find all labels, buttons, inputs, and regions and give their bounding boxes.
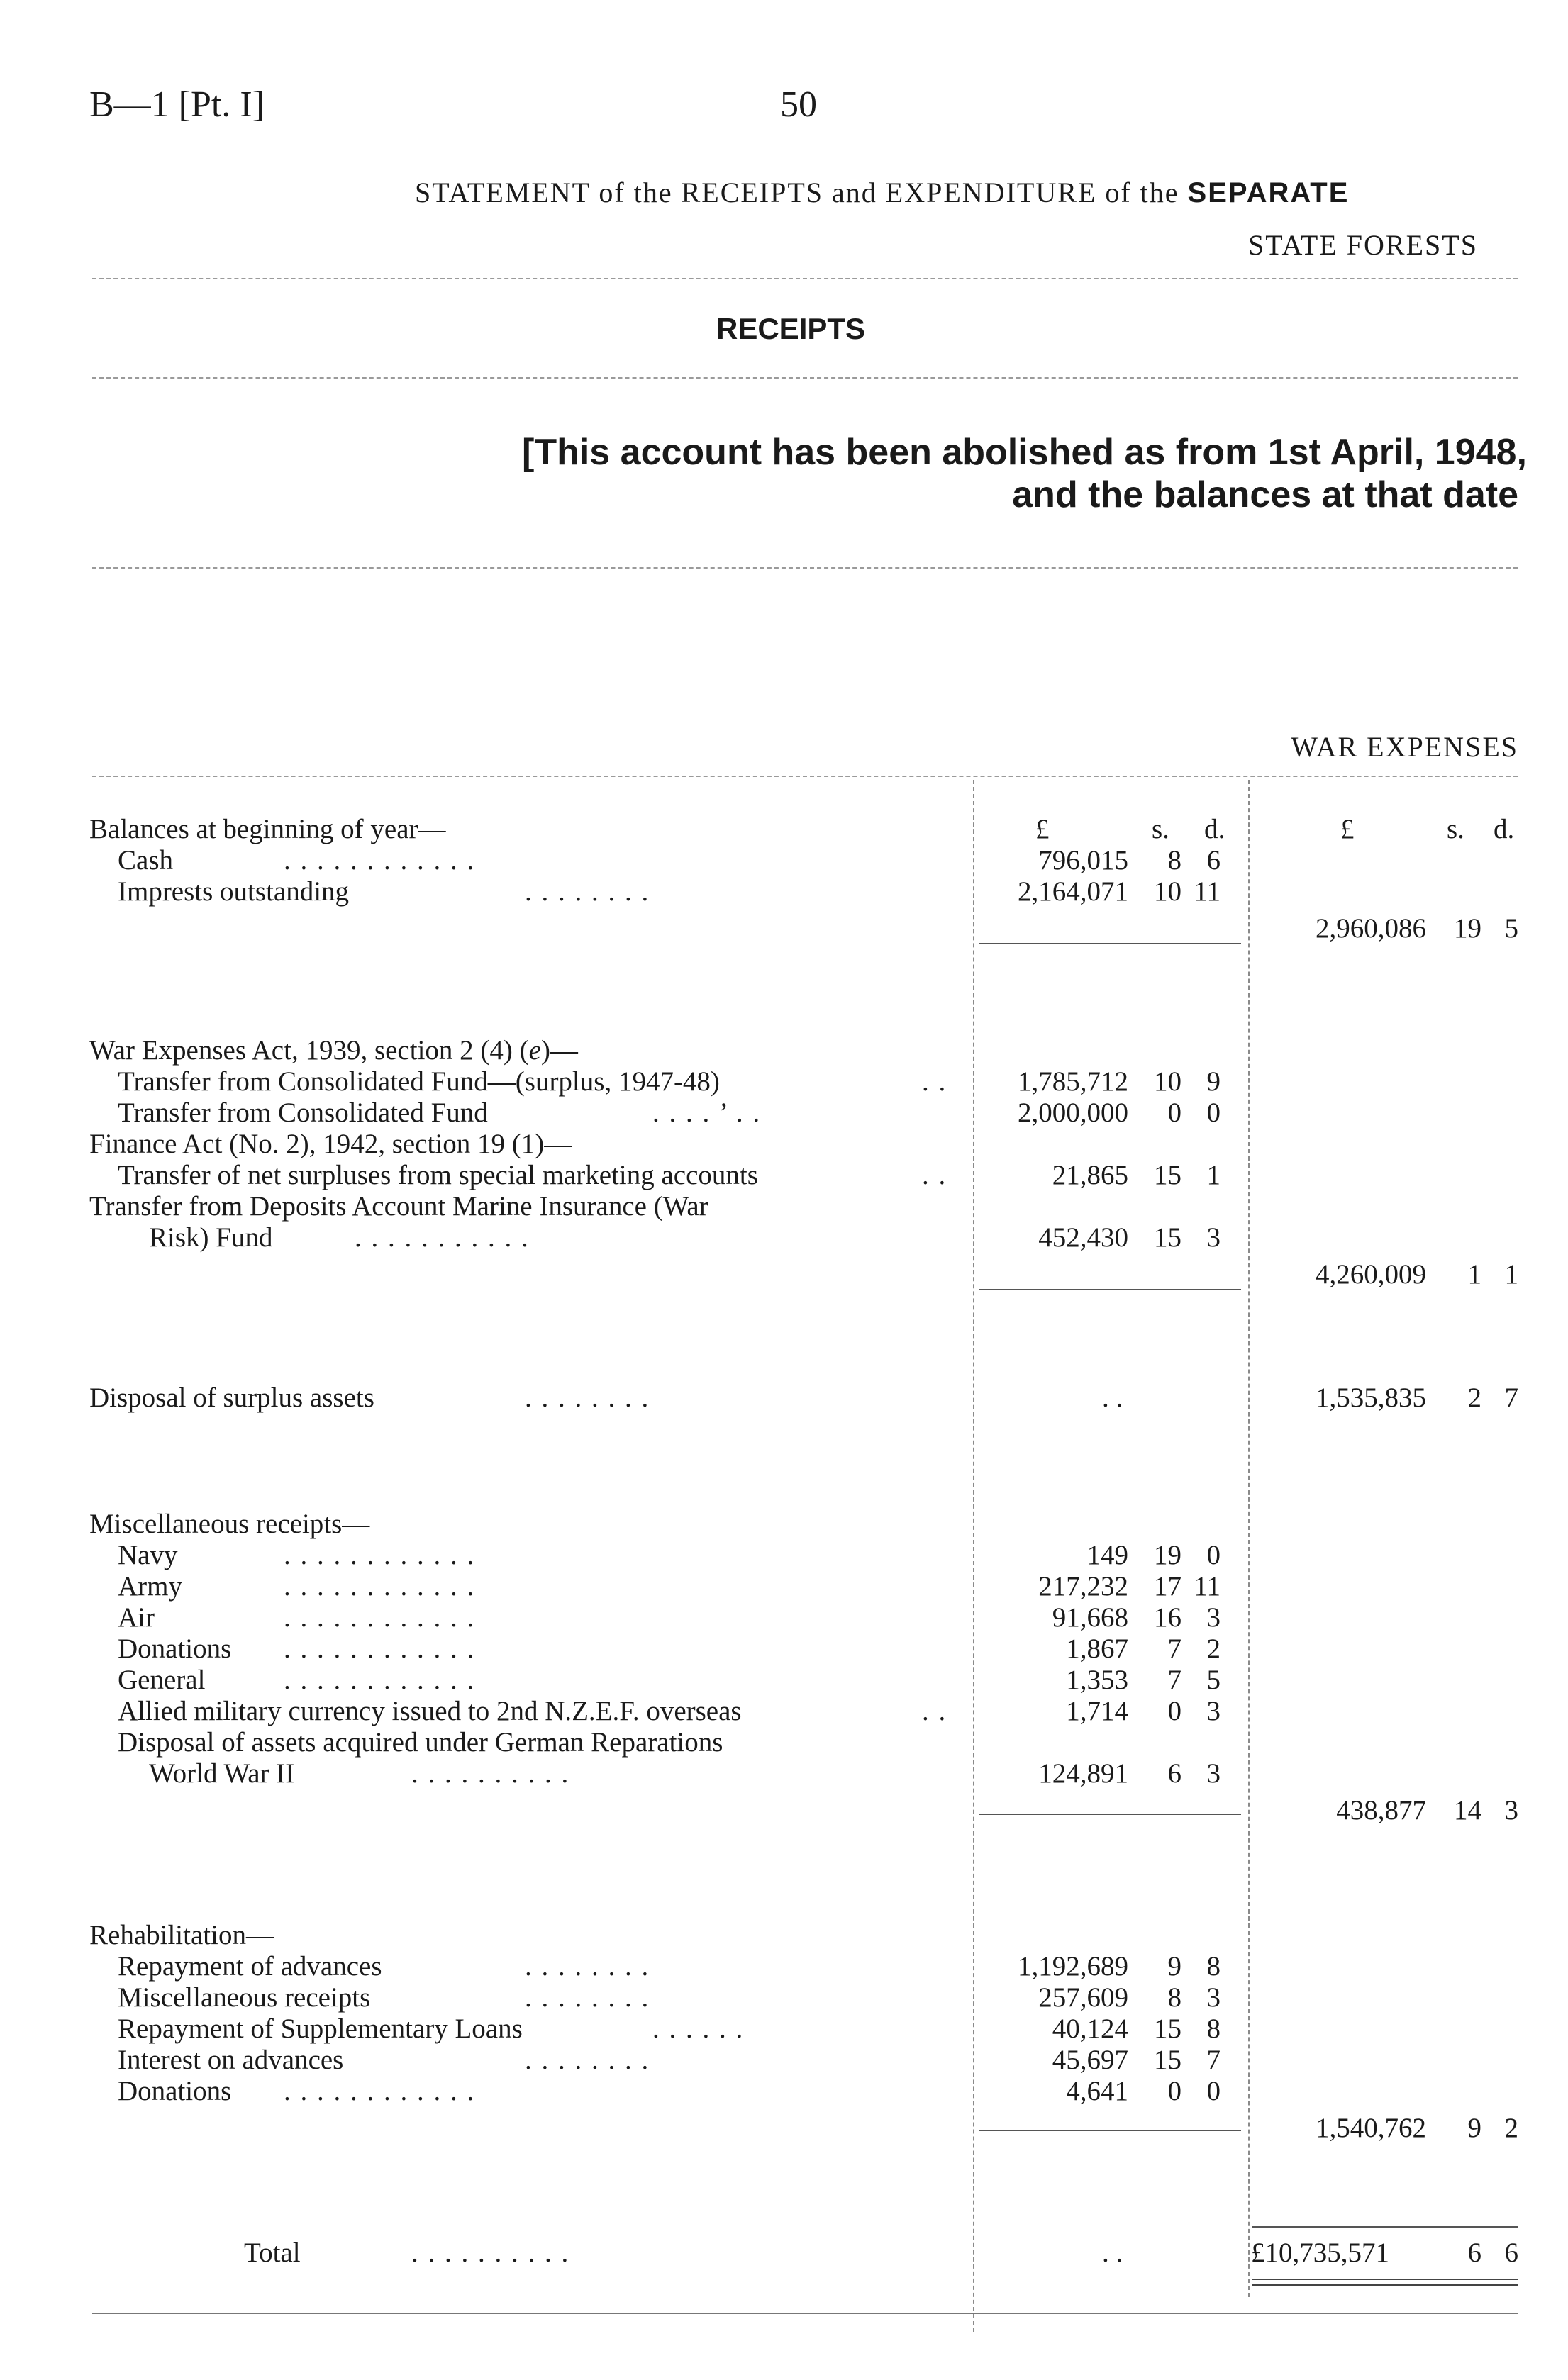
item-pounds: 1,714 — [1066, 1696, 1128, 1726]
page-number: 50 — [780, 84, 817, 125]
item-pounds: 40,124 — [1052, 2013, 1128, 2044]
item-pounds: 21,865 — [1052, 1160, 1128, 1190]
column-separator — [1248, 780, 1250, 2297]
section-total-shillings: 14 — [1454, 1795, 1481, 1826]
item-pence: 3 — [1206, 1758, 1221, 1789]
statement-title-separate: SEPARATE — [1187, 177, 1350, 208]
abolished-note-line1: [This account has been abolished as from 1st April, 1948, — [522, 432, 1527, 473]
dot-leader: . . . . . . . . . . . . — [284, 2076, 476, 2106]
page-bottom-rule — [92, 2313, 1518, 2314]
line-item-label-continued: World War II — [149, 1758, 295, 1789]
dot-leader: . . . . . . — [652, 2013, 745, 2044]
item-pounds: 1,867 — [1066, 1633, 1128, 1664]
item-shillings: 8 — [1167, 845, 1181, 876]
grand-total-label: Total — [244, 2237, 301, 2268]
line-item-label-continued: Risk) Fund — [149, 1222, 273, 1253]
section-heading: War Expenses Act, 1939, section 2 (4) (e)— — [89, 1035, 578, 1066]
item-pence: 8 — [1206, 2013, 1221, 2044]
item-shillings: 6 — [1167, 1758, 1181, 1789]
item-shillings: 15 — [1154, 2013, 1181, 2044]
item-pounds: 149 — [1086, 1540, 1128, 1570]
section-heading: Miscellaneous receipts— — [89, 1509, 370, 1539]
item-pence: 7 — [1206, 2045, 1221, 2075]
line-item-label: Air — [118, 1602, 155, 1633]
item-shillings: 0 — [1167, 1696, 1181, 1726]
section-total-pounds: 4,260,009 — [1316, 1259, 1426, 1290]
section-subheading: Finance Act (No. 2), 1942, section 19 (1)— — [89, 1129, 572, 1159]
item-shillings: 7 — [1167, 1665, 1181, 1695]
section-heading: Rehabilitation— — [89, 1920, 274, 1950]
pence-unit: d. — [1204, 814, 1225, 844]
item-pounds: 4,641 — [1066, 2076, 1128, 2106]
statement-title-prefix: STATEMENT of the RECEIPTS and EXPENDITURE of the — [415, 177, 1179, 208]
subtotal-rule — [979, 2130, 1241, 2131]
item-shillings: 0 — [1167, 1097, 1181, 1128]
item-pence: 3 — [1206, 1602, 1221, 1633]
dot-leader: . . — [922, 1160, 947, 1190]
item-pounds: 1,353 — [1066, 1665, 1128, 1695]
dot-leader: . . — [922, 1696, 947, 1726]
section-total-pence: 3 — [1504, 1795, 1518, 1826]
section-total-pence: 2 — [1504, 2113, 1518, 2143]
pound-unit: £ — [1035, 814, 1050, 844]
divider — [92, 377, 1518, 379]
dot-leader: . . . . . . . . . . . . — [284, 1540, 476, 1570]
total-double-rule — [1252, 2279, 1518, 2280]
item-shillings: 7 — [1167, 1633, 1181, 1664]
dot-leader: . . . . . . . . — [525, 1982, 650, 2013]
item-pence: 5 — [1206, 1665, 1221, 1695]
item-shillings: 8 — [1167, 1982, 1181, 2013]
line-item-label: Imprests outstanding — [118, 876, 350, 907]
dot-leader: . . . . . . . . . . . . — [284, 845, 476, 876]
item-pence: 8 — [1206, 1951, 1221, 1982]
shilling-unit: s. — [1447, 814, 1464, 844]
section-total-shillings: 9 — [1467, 2113, 1481, 2143]
item-pence: 3 — [1206, 1696, 1221, 1726]
section-total-pence: 7 — [1504, 1382, 1518, 1413]
line-item-label: Transfer from Consolidated Fund—(surplus, 1947-48) — [118, 1066, 720, 1097]
item-pounds: 1,785,712 — [1018, 1066, 1128, 1097]
line-item-label: Transfer from Deposits Account Marine Insurance (War — [89, 1191, 708, 1222]
line-item-label: Navy — [118, 1540, 178, 1570]
section-total-shillings: 1 — [1467, 1259, 1481, 1290]
empty-amount: . . — [1102, 2237, 1123, 2268]
item-pence: 0 — [1206, 2076, 1221, 2106]
item-shillings: 17 — [1154, 1571, 1181, 1602]
item-pounds: 1,192,689 — [1018, 1951, 1128, 1982]
total-rule — [1252, 2226, 1518, 2228]
item-pence: 0 — [1206, 1097, 1221, 1128]
item-pounds: 91,668 — [1052, 1602, 1128, 1633]
dot-leader: . . . . ’ . . — [652, 1097, 762, 1128]
line-item-label: Transfer of net surpluses from special marketing accounts — [118, 1160, 758, 1190]
item-pounds: 257,609 — [1038, 1982, 1128, 2013]
page-reference: B—1 [Pt. I] — [89, 84, 265, 125]
column-separator — [973, 780, 974, 2332]
line-item-label: Interest on advances — [118, 2045, 344, 2075]
grand-total-shillings: 6 — [1467, 2237, 1481, 2268]
subtotal-rule — [979, 943, 1241, 944]
item-pounds: 2,000,000 — [1018, 1097, 1128, 1128]
item-pounds: 45,697 — [1052, 2045, 1128, 2075]
line-item-label: Cash — [118, 845, 173, 876]
item-pounds: 124,891 — [1038, 1758, 1128, 1789]
subtotal-rule — [979, 1814, 1241, 1815]
item-pence: 6 — [1206, 845, 1221, 876]
item-shillings: 15 — [1154, 1222, 1181, 1253]
section-total-pounds: 438,877 — [1336, 1795, 1426, 1826]
divider — [92, 567, 1518, 569]
abolished-note-line2: and the balances at that date — [1012, 474, 1518, 515]
statement-title — [415, 176, 1349, 209]
item-pence: 11 — [1194, 1571, 1221, 1602]
grand-total-pence: 6 — [1504, 2237, 1518, 2268]
line-item-label: General — [118, 1665, 206, 1695]
item-pence: 2 — [1206, 1633, 1221, 1664]
pound-unit: £ — [1340, 814, 1355, 844]
line-item-label: Miscellaneous receipts — [118, 1982, 371, 2013]
item-shillings: 10 — [1154, 876, 1181, 907]
dot-leader: . . . . . . . . . . — [411, 2237, 570, 2268]
dot-leader: . . . . . . . . — [525, 876, 650, 907]
divider — [92, 278, 1518, 279]
dot-leader: . . . . . . . . — [525, 1382, 650, 1413]
item-pence: 0 — [1206, 1540, 1221, 1570]
dot-leader: . . . . . . . . . . . — [355, 1222, 530, 1253]
empty-amount: . . — [1102, 1382, 1123, 1413]
dot-leader: . . — [922, 1066, 947, 1097]
statement-subtitle: STATE FORESTS — [1248, 229, 1478, 261]
section-total-pence: 5 — [1504, 913, 1518, 944]
dot-leader: . . . . . . . . . . — [411, 1758, 570, 1789]
section-total-pounds: 1,540,762 — [1316, 2113, 1426, 2143]
item-pounds: 452,430 — [1038, 1222, 1128, 1253]
line-item-label: Transfer from Consolidated Fund — [118, 1097, 488, 1128]
line-item-label: Donations — [118, 1633, 232, 1664]
item-shillings: 10 — [1154, 1066, 1181, 1097]
dot-leader: . . . . . . . . — [525, 1951, 650, 1982]
subtotal-rule — [979, 1289, 1241, 1290]
item-pounds: 217,232 — [1038, 1571, 1128, 1602]
item-shillings: 15 — [1154, 2045, 1181, 2075]
line-item-label: Army — [118, 1571, 182, 1602]
section-heading: Disposal of surplus assets — [89, 1382, 374, 1413]
section-total-shillings: 19 — [1454, 913, 1481, 944]
item-pounds: 2,164,071 — [1018, 876, 1128, 907]
receipts-heading: RECEIPTS — [716, 312, 866, 345]
dot-leader: . . . . . . . . . . . . — [284, 1602, 476, 1633]
item-pence: 3 — [1206, 1982, 1221, 2013]
item-pence: 11 — [1194, 876, 1221, 907]
pence-unit: d. — [1494, 814, 1515, 844]
item-shillings: 0 — [1167, 2076, 1181, 2106]
divider — [92, 776, 1518, 777]
item-shillings: 16 — [1154, 1602, 1181, 1633]
line-item-label: Repayment of advances — [118, 1951, 382, 1982]
war-expenses-header: WAR EXPENSES — [1291, 731, 1518, 763]
section-total-shillings: 2 — [1467, 1382, 1481, 1413]
dot-leader: . . . . . . . . — [525, 2045, 650, 2075]
item-shillings: 15 — [1154, 1160, 1181, 1190]
grand-total-pounds: £10,735,571 — [1251, 2237, 1389, 2268]
item-pence: 3 — [1206, 1222, 1221, 1253]
item-shillings: 9 — [1167, 1951, 1181, 1982]
line-item-label: Donations — [118, 2076, 232, 2106]
dot-leader: . . . . . . . . . . . . — [284, 1571, 476, 1602]
total-double-rule — [1252, 2284, 1518, 2286]
item-pence: 1 — [1206, 1160, 1221, 1190]
dot-leader: . . . . . . . . . . . . — [284, 1633, 476, 1664]
item-pounds: 796,015 — [1038, 845, 1128, 876]
section-total-pounds: 2,960,086 — [1316, 913, 1426, 944]
shilling-unit: s. — [1152, 814, 1169, 844]
section-total-pounds: 1,535,835 — [1316, 1382, 1426, 1413]
line-item-label: Allied military currency issued to 2nd N.Z.E.F. overseas — [118, 1696, 742, 1726]
item-shillings: 19 — [1154, 1540, 1181, 1570]
line-item-label: Disposal of assets acquired under German Reparations — [118, 1727, 723, 1758]
item-pence: 9 — [1206, 1066, 1221, 1097]
section-heading: Balances at beginning of year— — [89, 814, 446, 844]
line-item-label: Repayment of Supplementary Loans — [118, 2013, 523, 2044]
section-total-pence: 1 — [1504, 1259, 1518, 1290]
dot-leader: . . . . . . . . . . . . — [284, 1665, 476, 1695]
